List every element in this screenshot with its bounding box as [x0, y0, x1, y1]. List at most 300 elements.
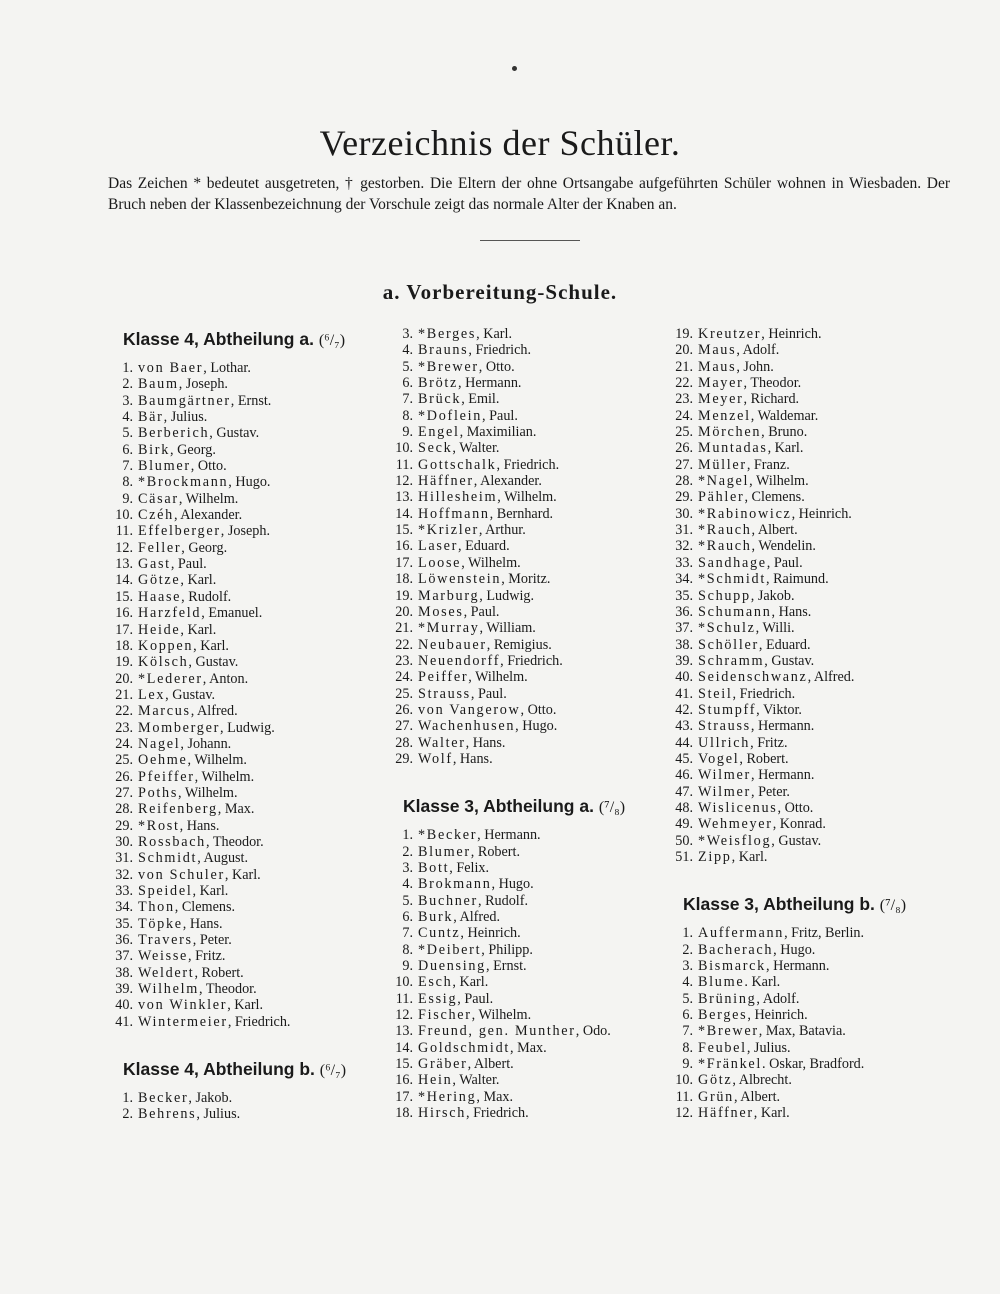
student-surname: Wintermeier	[138, 1013, 228, 1030]
column-3	[665, 326, 955, 1121]
student-entry	[665, 942, 955, 958]
student-firstname: , Jakob.	[188, 1090, 233, 1107]
student-entry	[105, 965, 375, 981]
student-entry	[385, 342, 655, 358]
entry-number: 39.	[115, 981, 133, 998]
student-firstname: , Hans.	[182, 915, 223, 932]
entry-number: 35.	[675, 587, 693, 604]
entry-number: 13.	[395, 489, 413, 506]
student-surname: Löwenstein	[418, 571, 502, 588]
entry-number: 18.	[115, 637, 133, 654]
student-firstname: , Karl.	[193, 637, 229, 654]
student-entry	[665, 457, 955, 473]
student-firstname: , Ludwig.	[479, 587, 535, 604]
entry-number: 19.	[115, 654, 133, 671]
student-firstname: , Heinrich.	[791, 505, 852, 522]
student-entry	[665, 538, 955, 554]
student-firstname: , Hugo.	[491, 876, 534, 893]
entry-number: 12.	[675, 1105, 693, 1122]
student-firstname: , Fritz, Berlin.	[784, 925, 865, 942]
student-entry	[665, 359, 955, 375]
student-firstname: , Max.	[217, 801, 255, 818]
student-firstname: , Adolf.	[756, 990, 800, 1007]
student-firstname: , Albert.	[467, 1056, 514, 1073]
student-surname: Koppen	[138, 637, 194, 654]
entry-number: 3.	[122, 392, 133, 409]
student-entry	[385, 735, 655, 751]
student-firstname: , Alfred.	[453, 909, 501, 925]
student-entry	[665, 489, 955, 505]
entry-number: 50.	[675, 832, 693, 849]
student-firstname: , Alexander.	[473, 473, 542, 490]
student-entry	[385, 653, 655, 669]
student-firstname: , John.	[736, 358, 774, 375]
student-entry	[385, 473, 655, 489]
entry-number: 37.	[675, 620, 693, 637]
entry-number: 47.	[675, 783, 693, 800]
student-firstname: , Otto.	[777, 799, 814, 816]
student-firstname: , Robert.	[739, 750, 789, 767]
student-entry	[385, 571, 655, 587]
student-firstname: , Hugo.	[773, 941, 816, 958]
student-entry	[665, 767, 955, 783]
student-entry	[385, 925, 655, 941]
entry-number: 44.	[675, 734, 693, 751]
student-surname: Essig	[418, 990, 458, 1007]
student-surname: *Brewer	[418, 358, 479, 375]
student-entry	[385, 555, 655, 571]
section-heading: a. Vorbereitung-Schule.	[382, 280, 618, 304]
student-surname: Rossbach	[138, 833, 206, 850]
student-firstname: , Robert.	[470, 843, 521, 860]
student-firstname: , Georg.	[170, 441, 216, 458]
student-surname: Blumer	[138, 458, 191, 475]
student-entry	[105, 622, 375, 638]
student-surname: Bott	[418, 859, 450, 876]
student-entry	[385, 942, 655, 958]
student-entry	[385, 506, 655, 522]
student-entry	[665, 440, 955, 456]
student-firstname: , Hermann.	[750, 718, 815, 735]
entry-number: 1.	[122, 360, 133, 376]
student-surname: Häffner	[418, 473, 474, 490]
student-surname: Lex	[138, 686, 166, 703]
student-entry	[105, 818, 375, 834]
student-entry	[665, 974, 955, 990]
intro-paragraph: Das Zeichen * bedeutet ausgetreten, † gestorben. Die Eltern der ohne Ortsangabe aufgeführten Schüler wohnen in Wiesbaden. Der Bruch neben der Klassenbezeichnung der Vorschule zeigt das normale Alter der Knaben an.	[108, 175, 950, 213]
entry-number: 31.	[675, 522, 693, 539]
entry-number: 15.	[115, 588, 133, 605]
entry-number: 17.	[395, 554, 413, 571]
entry-number: 41.	[115, 1013, 133, 1030]
entry-number: 8.	[122, 474, 133, 491]
entry-number: 25.	[395, 685, 413, 702]
student-surname: Marcus	[138, 703, 191, 720]
student-surname: Oehme	[138, 752, 188, 769]
student-entry	[105, 540, 375, 556]
column-1	[105, 326, 375, 1123]
entry-number: 17.	[395, 1088, 413, 1105]
student-firstname: , Moritz.	[501, 571, 551, 588]
student-entry	[665, 1089, 955, 1105]
student-surname: Freund, gen. Munther	[418, 1023, 576, 1040]
student-entry	[105, 899, 375, 915]
student-entry	[385, 958, 655, 974]
student-firstname: , Robert.	[194, 964, 244, 981]
student-firstname: , Ludwig.	[220, 719, 275, 736]
student-entry	[665, 1007, 955, 1023]
student-firstname: , Wilhelm.	[178, 784, 238, 801]
entry-number: 4.	[682, 974, 693, 991]
student-list-3b	[665, 925, 955, 1121]
student-surname: *Hering	[418, 1088, 477, 1105]
student-firstname: , Heinrich.	[761, 326, 822, 342]
student-surname: Gast	[138, 556, 171, 573]
entry-number: 45.	[675, 750, 693, 767]
student-entry	[665, 1040, 955, 1056]
student-firstname: , Albert.	[751, 522, 798, 539]
class-heading-3a: Klasse 3, Abtheilung a. (⁷/₈)	[403, 796, 626, 817]
student-surname: Thon	[138, 899, 175, 916]
student-firstname: , Paul.	[482, 407, 518, 424]
student-firstname: , Lothar.	[203, 360, 251, 376]
student-surname: Schupp	[698, 587, 751, 604]
student-firstname: , Emanuel.	[201, 605, 263, 622]
student-entry	[105, 491, 375, 507]
student-list-4b-cont	[385, 326, 655, 767]
class-age-fraction: (⁶/₇)	[318, 332, 346, 349]
student-firstname: , William.	[479, 620, 536, 637]
entry-number: 8.	[402, 407, 413, 424]
student-surname: Travers	[138, 932, 193, 949]
student-surname: Brötz	[418, 375, 459, 392]
student-firstname: , Hans.	[465, 734, 506, 751]
student-entry	[385, 893, 655, 909]
student-surname: Brück	[418, 391, 462, 408]
student-surname: Burk	[418, 909, 454, 925]
student-surname: *Rauch	[698, 522, 752, 539]
entry-number: 3.	[402, 326, 413, 342]
student-surname: Neuendorff	[418, 652, 501, 669]
student-firstname: , Wilhelm.	[187, 752, 247, 769]
student-firstname: , Karl.	[224, 866, 261, 883]
student-surname: Birk	[138, 441, 171, 458]
student-entry	[385, 522, 655, 538]
student-firstname: , Gustav.	[165, 686, 216, 703]
entry-number: 36.	[675, 603, 693, 620]
student-firstname: , Friedrich.	[466, 1105, 529, 1122]
entry-number: 24.	[675, 407, 693, 424]
student-firstname: , Eduard.	[758, 636, 811, 653]
student-entry	[665, 958, 955, 974]
student-firstname: , Karl.	[753, 1105, 790, 1122]
student-entry	[385, 702, 655, 718]
entry-number: 31.	[115, 850, 133, 867]
entry-number: 19.	[675, 326, 693, 342]
student-entry	[385, 1089, 655, 1105]
entry-number: 12.	[395, 473, 413, 490]
entry-number: 2.	[122, 1106, 133, 1123]
student-entry	[385, 876, 655, 892]
student-surname: Reifenberg	[138, 801, 218, 818]
entry-number: 36.	[115, 932, 133, 949]
entry-number: 6.	[682, 1007, 693, 1024]
print-mark	[512, 66, 517, 71]
student-firstname: , Adolf.	[736, 342, 780, 359]
student-firstname: , Wilhelm.	[749, 473, 809, 490]
student-firstname: , Karl.	[731, 849, 768, 865]
entry-number: 12.	[115, 539, 133, 556]
student-firstname: , Karl.	[180, 572, 217, 589]
student-firstname: , Gustav.	[209, 425, 260, 442]
student-entry	[105, 409, 375, 425]
student-surname: Menzel	[698, 407, 751, 424]
student-firstname: , Philipp.	[481, 941, 533, 958]
student-surname: *Schulz	[698, 620, 756, 637]
student-entry	[665, 408, 955, 424]
entry-number: 40.	[115, 997, 133, 1014]
student-surname: Brüning	[698, 990, 757, 1007]
student-surname: Buchner	[418, 892, 478, 909]
student-firstname: , Emil.	[461, 391, 500, 408]
student-surname: Peiffer	[418, 669, 469, 686]
student-entry	[105, 769, 375, 785]
student-surname: *Becker	[418, 827, 478, 844]
student-entry	[105, 572, 375, 588]
entry-number: 37.	[115, 948, 133, 965]
student-firstname: , Wilhelm.	[194, 768, 255, 785]
student-surname: Wehmeyer	[698, 816, 773, 833]
student-entry	[385, 604, 655, 620]
student-firstname: , Wendelin.	[751, 538, 816, 555]
student-firstname: , Friedrich.	[500, 652, 563, 669]
student-firstname: , Felix.	[449, 859, 490, 876]
student-entry	[385, 1105, 655, 1121]
student-firstname: , Joseph.	[178, 376, 228, 393]
student-firstname: , Clemens.	[174, 899, 236, 916]
student-entry	[385, 620, 655, 636]
student-firstname: , Ernst.	[230, 392, 272, 409]
entry-number: 32.	[115, 866, 133, 883]
entry-number: 8.	[402, 941, 413, 958]
student-surname: Seck	[418, 440, 453, 457]
student-surname: Czéh	[138, 507, 174, 524]
student-firstname: , Julius.	[163, 409, 208, 426]
student-surname: Behrens	[138, 1106, 197, 1123]
entry-number: 13.	[395, 1023, 413, 1040]
student-surname: Baumgärtner	[138, 392, 231, 409]
student-entry	[665, 735, 955, 751]
student-entry	[665, 620, 955, 636]
student-firstname: , Paul.	[766, 554, 803, 571]
student-firstname: , Paul.	[170, 556, 207, 573]
student-firstname: , Paul.	[457, 990, 494, 1007]
student-surname: *Krizler	[418, 522, 479, 539]
student-firstname: , Friedrich.	[732, 685, 796, 702]
student-surname: Nagel	[138, 735, 181, 752]
student-firstname: , Fritz.	[750, 734, 788, 751]
student-surname: Loose	[418, 554, 462, 571]
student-surname: Ullrich	[698, 734, 751, 751]
student-firstname: , Georg.	[181, 539, 228, 556]
student-entry	[105, 1106, 375, 1122]
student-firstname: , Hermann.	[750, 767, 815, 784]
student-surname: Baum	[138, 376, 179, 393]
student-firstname: , Wilhelm.	[497, 489, 557, 506]
student-entry	[665, 391, 955, 407]
entry-number: 10.	[395, 440, 413, 457]
entry-number: 32.	[675, 538, 693, 555]
student-firstname: , Albert.	[733, 1088, 781, 1105]
student-entry	[385, 860, 655, 876]
student-surname: Berges	[698, 1007, 748, 1024]
entry-number: 28.	[675, 473, 693, 490]
student-firstname: , Anton.	[202, 670, 249, 687]
student-firstname: , Hans.	[179, 817, 220, 834]
student-entry	[105, 425, 375, 441]
entry-number: 14.	[395, 505, 413, 522]
student-surname: *Rauch	[698, 538, 752, 555]
entry-number: 1.	[122, 1090, 133, 1107]
student-surname: Schumann	[698, 603, 772, 620]
entry-number: 6.	[402, 375, 413, 392]
class-heading-3b: Klasse 3, Abtheilung b. (⁷/₈)	[683, 894, 907, 915]
student-surname: *Rabinowicz	[698, 505, 792, 522]
student-entry	[385, 991, 655, 1007]
entry-number: 24.	[395, 669, 413, 686]
student-surname: Pähler	[698, 489, 745, 506]
student-firstname: , Hans.	[771, 603, 812, 620]
entry-number: 27.	[395, 718, 413, 735]
entry-number: 10.	[675, 1072, 693, 1089]
entry-number: 49.	[675, 816, 693, 833]
student-entry	[385, 440, 655, 456]
entry-number: 12.	[395, 1007, 413, 1024]
student-firstname: . Karl.	[744, 974, 781, 991]
entry-number: 19.	[395, 587, 413, 604]
student-surname: Hein	[418, 1072, 453, 1089]
student-entry	[385, 718, 655, 734]
student-firstname: , Albrecht.	[732, 1072, 792, 1089]
student-firstname: , Alexander.	[173, 507, 243, 524]
entry-number: 10.	[115, 507, 133, 524]
entry-number: 17.	[115, 621, 133, 638]
student-surname: *Brockmann	[138, 474, 229, 491]
entry-number: 5.	[122, 425, 133, 442]
entry-number: 15.	[395, 1056, 413, 1073]
student-surname: Bismarck	[698, 958, 766, 975]
student-firstname: , Friedrich.	[468, 342, 532, 359]
student-surname: von Schuler	[138, 866, 225, 883]
student-firstname: , Gustav.	[188, 654, 239, 671]
class-age-fraction: (⁶/₇)	[319, 1062, 347, 1080]
entry-number: 9.	[122, 490, 133, 507]
entry-number: 18.	[395, 571, 413, 588]
student-surname: Momberger	[138, 719, 221, 736]
entry-number: 3.	[682, 958, 693, 975]
student-entry	[385, 391, 655, 407]
entry-number: 4.	[402, 342, 413, 359]
student-entry	[665, 702, 955, 718]
entry-number: 7.	[402, 391, 413, 408]
student-surname: Schöller	[698, 636, 759, 653]
student-surname: Vogel	[698, 750, 740, 767]
student-firstname: , Peter.	[192, 932, 232, 949]
student-firstname: , Wilhelm.	[468, 669, 528, 686]
entry-number: 34.	[115, 899, 133, 916]
entry-number: 20.	[395, 603, 413, 620]
student-entry	[385, 359, 655, 375]
student-surname: Muntadas	[698, 440, 768, 457]
entry-number: 46.	[675, 767, 693, 784]
student-entry	[385, 538, 655, 554]
entry-number: 27.	[115, 784, 133, 801]
student-firstname: , Hermann.	[765, 958, 830, 975]
student-surname: Häffner	[698, 1105, 754, 1122]
student-entry	[665, 342, 955, 358]
student-entry	[665, 718, 955, 734]
student-surname: *Doflein	[418, 407, 483, 424]
entry-number: 22.	[395, 636, 413, 653]
student-firstname: , Karl.	[227, 997, 264, 1014]
student-list-3a-cont	[665, 326, 955, 865]
student-firstname: , Gustav.	[771, 832, 822, 849]
student-firstname: , Walter.	[452, 440, 500, 457]
student-firstname: , Max.	[476, 1088, 514, 1105]
student-surname: Gräber	[418, 1056, 468, 1073]
student-entry	[385, 844, 655, 860]
student-surname: Moses	[418, 603, 464, 620]
student-surname: Pfeiffer	[138, 768, 195, 785]
student-firstname: , Richard.	[743, 391, 800, 408]
student-entry	[665, 991, 955, 1007]
student-entry	[665, 653, 955, 669]
student-surname: *Fränkel	[698, 1056, 763, 1073]
student-firstname: , Hugo.	[515, 718, 558, 735]
student-entry	[385, 686, 655, 702]
student-entry	[665, 686, 955, 702]
student-surname: *Nagel	[698, 473, 750, 490]
student-entry	[105, 458, 375, 474]
student-firstname: , Theodor.	[743, 375, 802, 392]
student-firstname: , Alfred.	[807, 669, 855, 686]
student-firstname: , Willi.	[755, 620, 795, 637]
student-surname: Poths	[138, 784, 179, 801]
entry-number: 1.	[402, 827, 413, 844]
student-surname: Cäsar	[138, 490, 179, 507]
student-surname: von Winkler	[138, 997, 228, 1014]
student-entry	[105, 556, 375, 572]
student-firstname: , Joseph.	[220, 523, 271, 540]
entry-number: 41.	[675, 685, 693, 702]
student-surname: Wilhelm	[138, 981, 199, 998]
student-entry	[105, 932, 375, 948]
entry-number: 20.	[115, 670, 133, 687]
student-entry	[105, 720, 375, 736]
student-firstname: , Karl.	[192, 883, 229, 899]
class-age-fraction: (⁷/₈)	[879, 897, 907, 915]
student-firstname: , Bruno.	[761, 424, 808, 441]
student-entry	[385, 489, 655, 505]
student-surname: Wilmer	[698, 767, 751, 784]
student-surname: *Weisflog	[698, 832, 772, 849]
entry-number: 35.	[115, 915, 133, 932]
student-entry	[385, 326, 655, 342]
student-entry	[105, 1014, 375, 1030]
student-entry	[105, 638, 375, 654]
student-entry	[105, 1090, 375, 1106]
student-surname: von Vangerow	[418, 701, 521, 718]
